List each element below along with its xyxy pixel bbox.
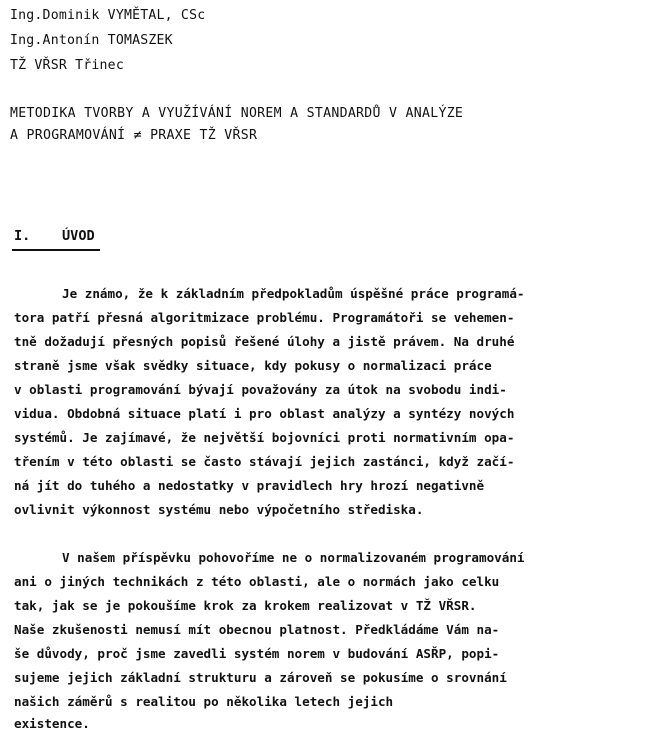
section-number: I. — [14, 228, 31, 244]
paragraph-2-line: ani o jiných technikách z této oblasti, ale o normách jako celku — [14, 574, 500, 589]
author-1: Ing.Dominik VYMĚTAL, CSc — [10, 8, 206, 23]
author-affiliation: TŽ VŘSR Třinec — [10, 58, 124, 73]
paragraph-1-line: třením v této oblasti se často stávají jejich zastánci, když začí- — [14, 454, 515, 469]
paragraph-1-line: vidua. Obdobná situace platí i pro oblast analýzy a syntézy nových — [14, 406, 515, 421]
section-underline — [12, 249, 100, 251]
paragraph-2-line: sujeme jejich základní strukturu a zároveň se pokusíme o srovnání — [14, 670, 507, 685]
paper-title-line-2: A PROGRAMOVÁNÍ ≠ PRAXE TŽ VŘSR — [10, 128, 258, 143]
paragraph-1-line: tora patří přesná algoritmizace problému. Programátoři se vehemen- — [14, 310, 515, 325]
paragraph-2-line: existence. — [14, 716, 90, 731]
section-heading: ÚVOD — [62, 228, 95, 244]
paragraph-2-line: Naše zkušenosti nemusí mít obecnou platnost. Předkládáme Vám na- — [14, 622, 500, 637]
paragraph-1-line: v oblasti programování bývají považovány za útok na svobodu indi- — [14, 382, 507, 397]
paragraph-1-line: straně jsme však svědky situace, kdy pokusy o normalizaci práce — [14, 358, 492, 373]
paragraph-1-line: ná jít do tuhého a nedostatky v pravidlech hry hrozí negativně — [14, 478, 485, 493]
author-2: Ing.Antonín TOMASZEK — [10, 33, 173, 48]
paragraph-1-line: tně dožadují přesných popisů řešené úlohy a jistě právem. Na druhé — [14, 334, 515, 349]
paper-title-line-1: METODIKA TVORBY A VYUŽÍVÁNÍ NOREM A STANDARDŮ V ANALÝZE — [10, 106, 464, 121]
paragraph-2-line: tak, jak se je pokoušíme krok za krokem realizovat v TŽ VŘSR. — [14, 598, 477, 613]
paragraph-2-line: V našem příspěvku pohovoříme ne o normalizovaném programování — [62, 550, 525, 565]
paragraph-1-line: systémů. Je zajímavé, že největší bojovníci proti normativním opa- — [14, 430, 515, 445]
paragraph-1-line: ovlivnit výkonnost systému nebo výpočetního střediska. — [14, 502, 424, 517]
paragraph-2-line: še důvody, proč jsme zavedli systém norem v budování ASŘP, popi- — [14, 646, 500, 661]
paragraph-2-line: našich záměrů s realitou po několika letech jejich — [14, 694, 394, 709]
paragraph-1-line: Je známo, že k základním předpokladům úspěšné práce programá- — [62, 286, 525, 301]
